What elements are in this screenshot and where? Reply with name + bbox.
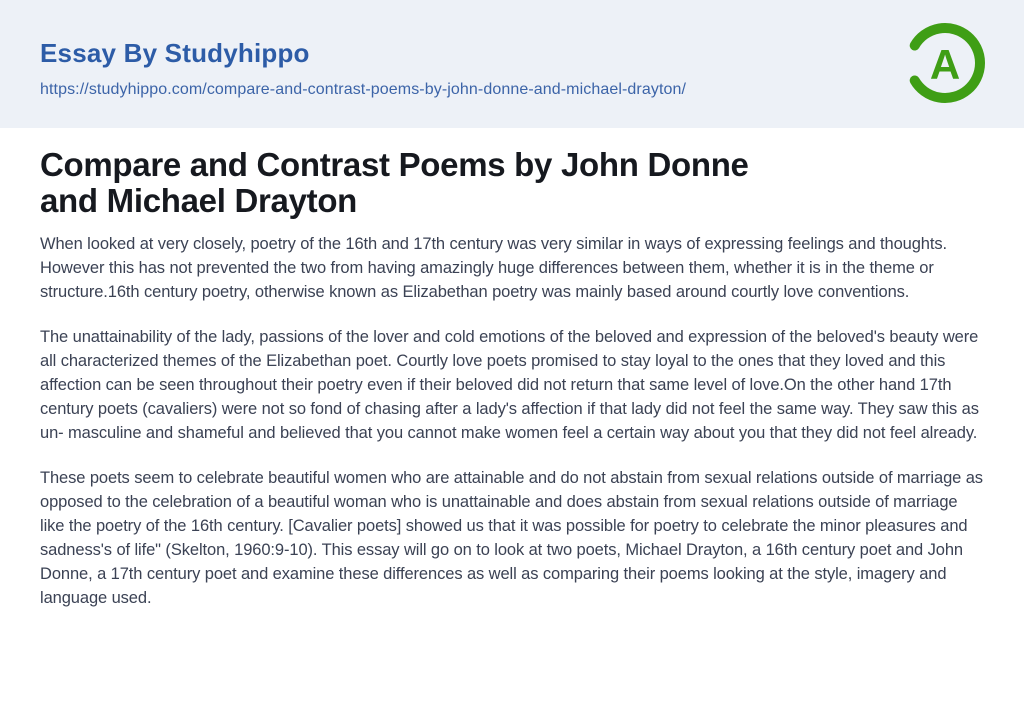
studyhippo-logo	[904, 22, 986, 104]
logo-open-circle-icon	[904, 22, 986, 104]
header-text-block	[40, 0, 984, 99]
article-paragraph: When looked at very closely, poetry of the 16th and 17th century was very similar in ways of expressing feelings and thoughts. However this has not prevented the two from having amazingly huge differences between them, whether it is in the theme or structure.16th century poetry, otherwise known as Elizabethan poetry was mainly based around courtly love conventions.	[40, 235, 947, 301]
site-title: Essay By Studyhippo	[40, 38, 310, 68]
article-paragraph: These poets seem to celebrate beautiful women who are attainable and do not abstain from sexual relations outside of marriage as opposed to the celebration of a beautiful woman who is unattainable and does abstain from sexual relations outside of marriage like the poetry of the 16th century. [Cavalier poets] showed us that it was possible for poetry to celebrate the minor pleasures and sadness's of life" (Skelton, 1960:9-10). This essay will go on to look at two poets, Michael Drayton, a 16th century poet and John Donne, a 17th century poet and examine these differences as well as comparing their poems looking at the style, imagery and language used.	[40, 469, 983, 607]
logo-letter: A	[929, 41, 961, 88]
article-url-link[interactable]: https://studyhippo.com/compare-and-contrast-poems-by-john-donne-and-michael-drayton/	[40, 81, 687, 98]
article-body	[0, 147, 1024, 610]
article-paragraph: The unattainability of the lady, passions of the lover and cold emotions of the beloved and expression of the beloved's beauty were all characterized themes of the Elizabethan poet. Courtly love poets promised to stay loyal to the ones that they loved and this affection can be seen throughout their poetry even if their beloved did not return that same level of love.On the other hand 17th century poets (cavaliers) were not so fond of chasing after a lady's affection if that lady did not feel the same way. They saw this as un- masculine and shameful and believed that you cannot make women feel a certain way about you that they did not feel already.	[40, 328, 979, 442]
article-title: Compare and Contrast Poems by John Donne and Michael Drayton	[40, 146, 749, 219]
page-header	[0, 0, 1024, 128]
